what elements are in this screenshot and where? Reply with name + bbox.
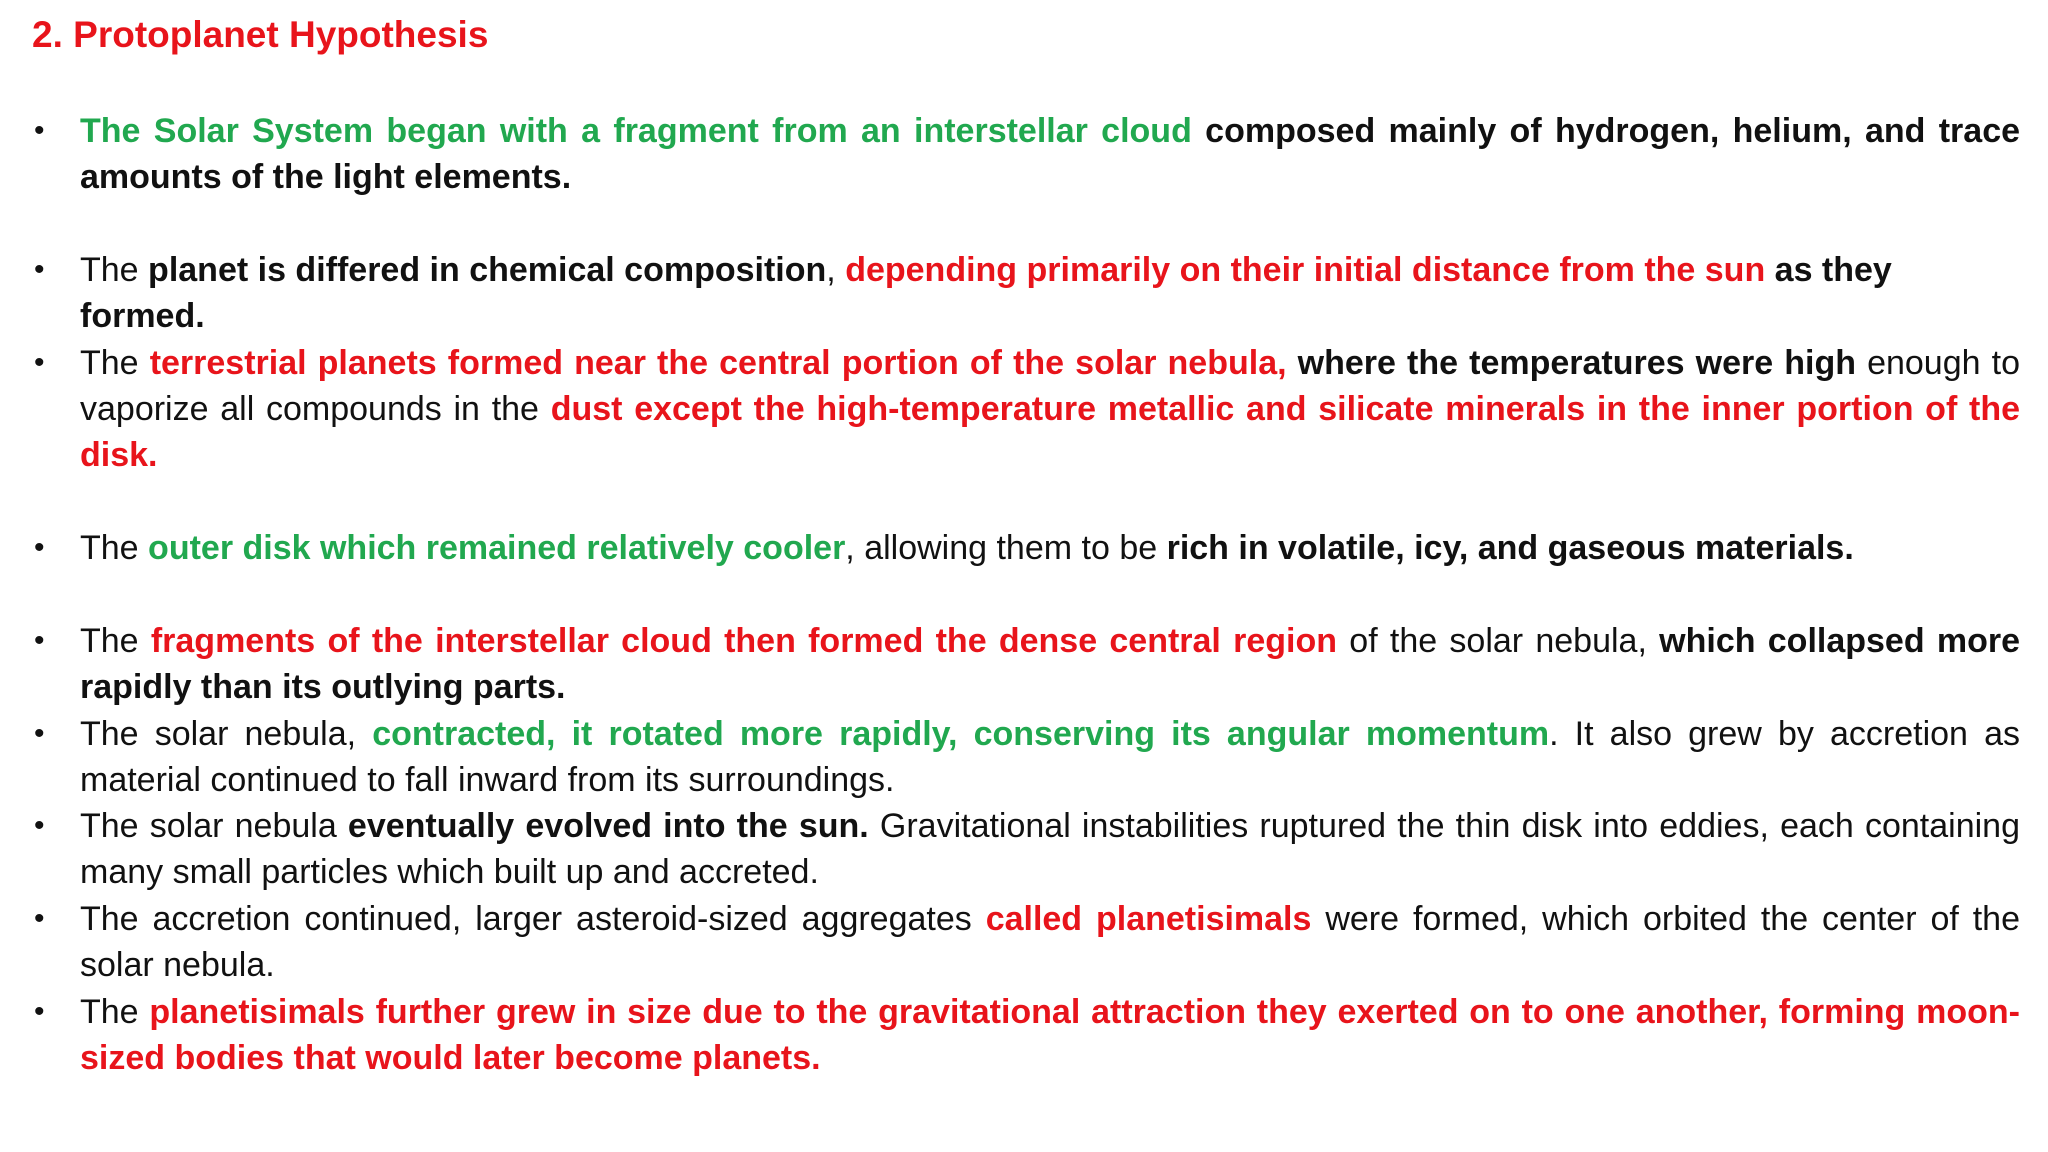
text-segment-green: The Solar System began with a fragment from an interstellar cloud <box>80 112 1192 150</box>
bullet-dot: • <box>34 902 45 935</box>
text-segment-plain: The <box>80 993 150 1031</box>
bullet-item <box>34 618 2020 710</box>
bullet-dot: • <box>34 346 45 379</box>
bullet-dot: • <box>34 114 45 147</box>
bullet-item <box>34 803 2020 895</box>
text-segment-red: fragments of the interstellar cloud then formed the dense central region <box>150 622 1338 660</box>
bullet-text <box>80 529 1854 567</box>
text-segment-bold: composed mainly of hydrogen, helium, and trace amounts of the light elements. <box>80 112 2021 196</box>
text-segment-bold: as they formed. <box>80 251 1892 335</box>
text-segment-plain: The <box>80 344 150 382</box>
text-segment-plain: were formed, which orbited the center of the solar nebula. <box>80 900 2021 984</box>
text-segment-plain: . It also grew by accretion as material continued to fall inward from its surroundings. <box>80 715 2020 799</box>
slide-title: 2. Protoplanet Hypothesis <box>32 14 489 55</box>
text-segment-plain: The accretion continued, larger asteroid-sized aggregates <box>80 900 986 938</box>
text-segment-red: depending primarily on their initial distance from the sun <box>845 251 1766 289</box>
text-segment-plain: Gravitational instabilities ruptured the thin disk into eddies, each containing many small particles which built up and accreted. <box>80 807 2020 891</box>
text-segment-plain: The <box>80 529 149 567</box>
bullet-dot: • <box>34 253 45 286</box>
bullet-item <box>34 525 2020 571</box>
text-segment-bold: where the temperatures were high <box>1286 344 1856 382</box>
text-segment-red: dust except the high-temperature metallic and silicate minerals in the inner portion of the disk. <box>80 390 2021 474</box>
text-segment-plain: , allowing them to be <box>845 529 1167 567</box>
bullet-text <box>80 112 2020 196</box>
bullet-text <box>80 900 2020 984</box>
text-segment-bold: rich in volatile, icy, and gaseous materials. <box>1166 529 1854 567</box>
text-segment-bold: eventually evolved into the sun. <box>347 807 869 845</box>
bullet-dot: • <box>34 809 45 842</box>
text-segment-plain: , <box>826 251 846 289</box>
bullet-item <box>34 108 2021 200</box>
bullet-item <box>34 896 2021 988</box>
text-segment-red: terrestrial planets formed near the central portion of the solar nebula, <box>149 344 1287 382</box>
bullet-text <box>80 251 1892 335</box>
text-segment-green: outer disk which remained relatively cooler <box>148 529 846 567</box>
bullet-dot: • <box>34 717 45 750</box>
bullet-dot: • <box>34 995 45 1028</box>
text-segment-bold: planet is differed in chemical composition <box>148 251 827 289</box>
text-segment-plain: of the solar nebula, <box>1337 622 1660 660</box>
bullet-text <box>80 993 2020 1077</box>
text-segment-red: called planetisimals <box>985 900 1312 938</box>
bullet-text <box>80 807 2020 891</box>
bullet-text <box>80 344 2020 474</box>
bullet-item <box>34 247 2020 339</box>
text-segment-bold: which collapsed more rapidly than its outlying parts. <box>80 622 2020 706</box>
bullet-item <box>34 340 2021 478</box>
bullet-dot: • <box>34 531 45 564</box>
text-segment-green: contracted, it rotated more rapidly, conserving its angular momentum <box>372 715 1550 753</box>
bullet-dot: • <box>34 624 45 657</box>
text-segment-plain: The solar nebula, <box>80 715 373 753</box>
text-segment-plain: The <box>80 251 149 289</box>
bullet-item <box>34 989 2020 1081</box>
text-segment-plain: The solar nebula <box>80 807 348 845</box>
bullet-text <box>80 715 2020 799</box>
bullet-item <box>34 711 2020 803</box>
text-segment-plain: enough to vaporize all compounds in the <box>80 344 2020 428</box>
bullet-text <box>80 622 2020 706</box>
text-segment-plain: The <box>80 622 151 660</box>
text-segment-red: planetisimals further grew in size due to the gravitational attraction they exerted on to one another, forming moon-sized bodies that would later become planets. <box>80 993 2020 1077</box>
